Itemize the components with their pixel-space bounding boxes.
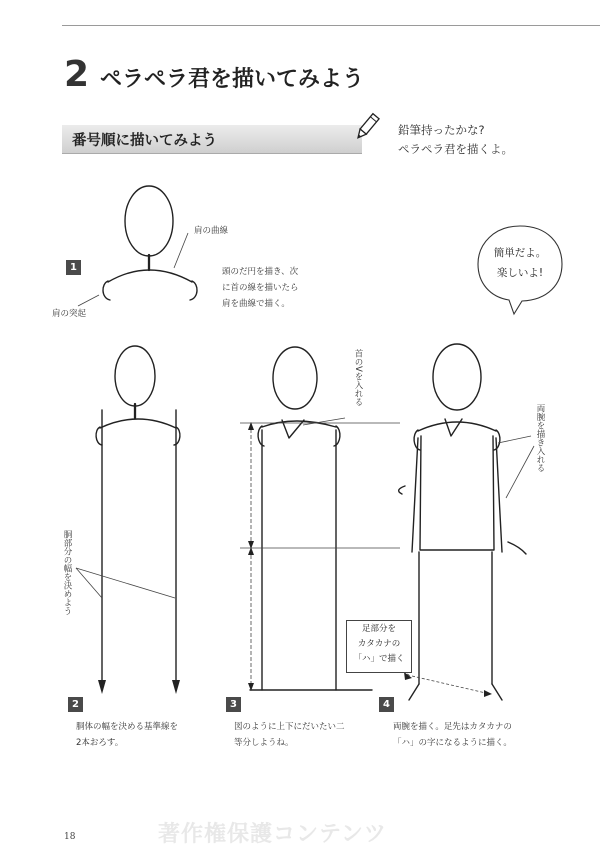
step1-text-line2: に首の線を描いたら — [222, 283, 299, 293]
step4-badge: 4 — [379, 697, 394, 712]
step1-text-line3: 肩を曲線で描く。 — [222, 299, 290, 309]
step1-label-shoulder-tip: 肩の突起 — [52, 309, 87, 319]
step3-vertical-label: 首のVを入れる — [353, 349, 363, 406]
section-title: 番号順に描いてみよう — [72, 133, 217, 149]
step2-badge: 2 — [68, 697, 83, 712]
chapter-title: ペラペラ君を描いてみよう — [100, 67, 365, 92]
page-number: 18 — [64, 832, 76, 842]
step4-box-note-line1: 足部分を — [361, 624, 396, 634]
chapter-number: 2 — [64, 54, 89, 95]
intro-note-line1: 鉛筆持ったかな? — [398, 123, 485, 137]
step4-box-note-line3: 「ハ」で描く — [353, 654, 405, 664]
step4-box-note — [346, 620, 412, 673]
step4-vertical-label: 両腕を描き入れる — [535, 404, 545, 472]
step2-text-line1: 胴体の幅を決める基準線を — [76, 722, 179, 732]
figure-step2 — [76, 346, 180, 694]
bubble-line1: 簡単だよ。 — [493, 247, 547, 259]
bubble-line2: 楽しいよ! — [496, 267, 544, 279]
step2-text-line2: 2本おろす。 — [76, 738, 124, 748]
step1-label-shoulder-curve: 肩の曲線 — [194, 226, 229, 236]
step3-text-line2: 等分しようね。 — [234, 738, 294, 748]
step4-box-note-line2: カタカナの — [357, 639, 401, 649]
step4-text-line1: 両腕を描く。足先はカタカナの — [393, 722, 512, 732]
figure-step1 — [78, 186, 197, 306]
step3-text-line1: 図のように上下にだいたい二 — [234, 722, 345, 732]
step1-badge: 1 — [66, 260, 81, 275]
copyright-watermark: 著作権保護コンテンツ — [158, 822, 387, 847]
step3-badge: 3 — [226, 697, 241, 712]
step4-text-line2: 「ハ」の字になるように描く。 — [393, 738, 512, 748]
step2-vertical-label: 胴部分の幅を決めよう — [62, 530, 72, 615]
intro-note-line2: ペラペラ君を描くよ。 — [398, 142, 513, 156]
step1-text-line1: 頭のだ円を描き、次 — [222, 267, 299, 277]
